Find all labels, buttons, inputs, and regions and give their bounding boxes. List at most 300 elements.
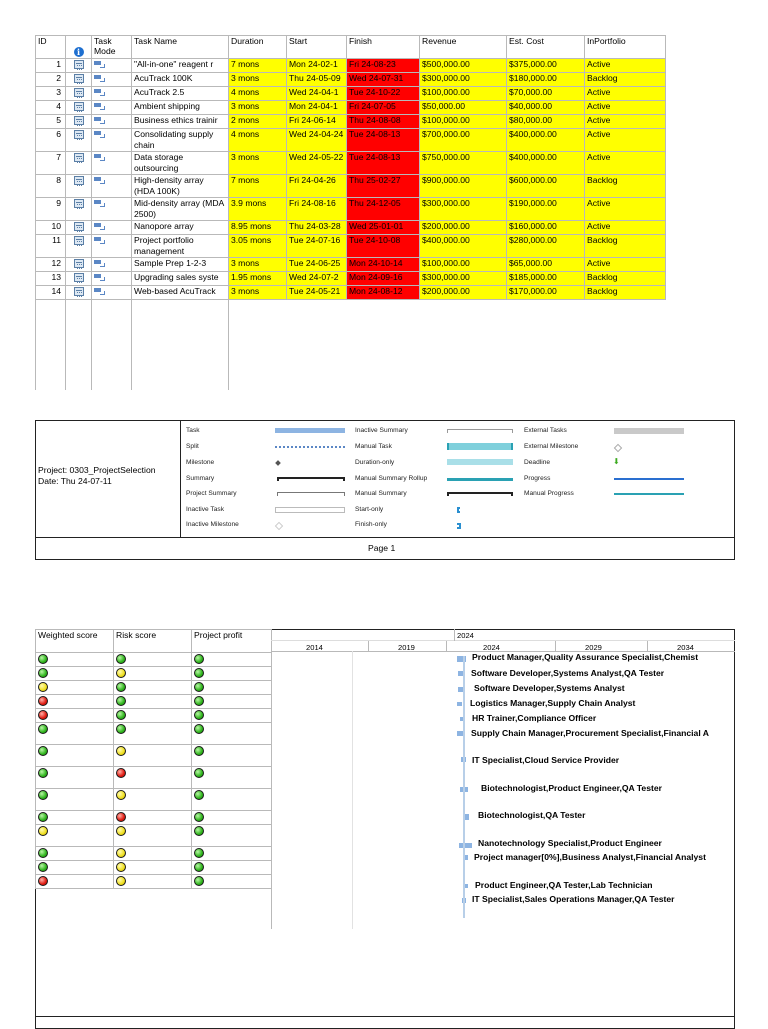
gantt-year-label: 2014	[306, 643, 323, 652]
empty-cell	[66, 300, 92, 390]
inportfolio-cell: Active	[585, 152, 666, 175]
header-weighted-score: Weighted score	[36, 630, 114, 653]
auto-scheduled-task-icon	[94, 154, 105, 161]
header-task-name: Task Name	[132, 36, 229, 59]
score-cell	[192, 789, 272, 811]
revenue-cell: $200,000.00	[420, 286, 507, 300]
task-mode-cell	[92, 286, 132, 300]
auto-scheduled-task-icon	[94, 89, 105, 96]
info-cell	[66, 198, 92, 221]
info-cell	[66, 59, 92, 73]
score-row	[36, 709, 272, 723]
empty-cell	[347, 300, 420, 390]
table-row	[36, 258, 666, 272]
score-cell	[192, 709, 272, 723]
footer-divider	[35, 537, 735, 538]
task-name-cell: AcuTrack 100K	[132, 73, 229, 87]
table-row	[36, 73, 666, 87]
weighted-score-indicator-yellow-icon	[38, 682, 48, 692]
task-name-cell: AcuTrack 2.5	[132, 87, 229, 101]
table-row	[36, 286, 666, 300]
score-cell	[36, 789, 114, 811]
header-revenue: Revenue	[420, 36, 507, 59]
task-mode-cell	[92, 272, 132, 286]
legend-label: External Tasks	[524, 427, 567, 434]
duration-cell: 8.95 mons	[229, 221, 287, 235]
legend-deadline-arrow: ⬇	[613, 457, 620, 466]
finish-cell: Fri 24-07-05	[347, 101, 420, 115]
est-cost-cell: $375,000.00	[507, 59, 585, 73]
revenue-cell: $750,000.00	[420, 152, 507, 175]
weighted-score-indicator-red-icon	[38, 876, 48, 886]
start-cell: Fri 24-04-26	[287, 175, 347, 198]
revenue-cell: $100,000.00	[420, 87, 507, 101]
id-cell: 10	[36, 221, 66, 235]
revenue-cell: $200,000.00	[420, 221, 507, 235]
gantt-year-label: 2019	[398, 643, 415, 652]
task-name-cell: High-density array (HDA 100K)	[132, 175, 229, 198]
task-table	[35, 35, 666, 390]
legend-inactive-task-bar	[275, 507, 345, 513]
start-cell: Fri 24-08-16	[287, 198, 347, 221]
task-name-cell: Nanopore array	[132, 221, 229, 235]
table-row	[36, 221, 666, 235]
score-cell	[192, 681, 272, 695]
duration-cell: 3 mons	[229, 152, 287, 175]
empty-cell	[420, 300, 507, 390]
score-row	[36, 789, 272, 811]
gantt-tick	[555, 641, 556, 651]
profit-indicator-green-icon	[194, 826, 204, 836]
start-cell: Tue 24-06-25	[287, 258, 347, 272]
auto-scheduled-task-icon	[94, 117, 105, 124]
auto-scheduled-task-icon	[94, 103, 105, 110]
duration-cell: 3 mons	[229, 73, 287, 87]
task-name-cell: Sample Prep 1-2-3	[132, 258, 229, 272]
legend-summary-bar	[277, 477, 345, 481]
legend-manual-progress-bar	[614, 493, 684, 495]
score-cell	[114, 825, 192, 847]
profit-indicator-green-icon	[194, 862, 204, 872]
legend-manual-summary-rollup	[447, 478, 513, 481]
task-name-cell: Project portfolio management	[132, 235, 229, 258]
task-mode-cell	[92, 101, 132, 115]
info-cell	[66, 129, 92, 152]
score-cell	[114, 875, 192, 889]
profit-indicator-green-icon	[194, 668, 204, 678]
calendar-indicator-icon	[74, 60, 84, 69]
score-table	[35, 629, 272, 889]
table-row	[36, 198, 666, 221]
task-mode-cell	[92, 129, 132, 152]
finish-cell: Mon 24-09-16	[347, 272, 420, 286]
gantt-resource-names: Nanotechnology Specialist,Product Engineer	[478, 838, 662, 848]
header-finish: Finish	[347, 36, 420, 59]
calendar-indicator-icon	[74, 102, 84, 111]
score-row	[36, 745, 272, 767]
est-cost-cell: $40,000.00	[507, 101, 585, 115]
legend-inactive-summary-bar	[447, 429, 513, 433]
legend-external-tasks-bar	[614, 428, 684, 434]
est-cost-cell: $65,000.00	[507, 258, 585, 272]
inportfolio-cell: Active	[585, 129, 666, 152]
empty-cell	[507, 300, 585, 390]
est-cost-cell: $185,000.00	[507, 272, 585, 286]
score-cell	[192, 767, 272, 789]
start-cell: Tue 24-05-21	[287, 286, 347, 300]
score-row	[36, 667, 272, 681]
task-name-cell: Upgrading sales syste	[132, 272, 229, 286]
start-cell: Mon 24-04-1	[287, 101, 347, 115]
legend-label: Milestone	[186, 459, 215, 466]
legend-split-bar	[275, 446, 345, 448]
inportfolio-cell: Backlog	[585, 235, 666, 258]
info-cell	[66, 175, 92, 198]
id-cell: 5	[36, 115, 66, 129]
task-name-cell: Consolidating supply chain	[132, 129, 229, 152]
task-mode-cell	[92, 235, 132, 258]
info-cell	[66, 221, 92, 235]
duration-cell: 3 mons	[229, 286, 287, 300]
task-name-cell: Business ethics trainir	[132, 115, 229, 129]
start-cell: Mon 24-02-1	[287, 59, 347, 73]
legend-label: Start-only	[355, 506, 384, 513]
gantt-tick	[446, 641, 447, 651]
start-cell: Wed 24-04-24	[287, 129, 347, 152]
score-cell	[114, 767, 192, 789]
score-cell	[36, 847, 114, 861]
score-row	[36, 695, 272, 709]
legend-divider	[180, 420, 181, 537]
empty-cell	[585, 300, 666, 390]
finish-cell: Wed 24-07-31	[347, 73, 420, 87]
profit-indicator-green-icon	[194, 848, 204, 858]
gantt-resource-names: IT Specialist,Cloud Service Provider	[472, 755, 620, 765]
calendar-indicator-icon	[74, 74, 84, 83]
auto-scheduled-task-icon	[94, 237, 105, 244]
revenue-cell: $900,000.00	[420, 175, 507, 198]
inportfolio-cell: Backlog	[585, 73, 666, 87]
id-cell: 12	[36, 258, 66, 272]
info-cell	[66, 272, 92, 286]
score-cell	[114, 861, 192, 875]
id-cell: 3	[36, 87, 66, 101]
est-cost-cell: $170,000.00	[507, 286, 585, 300]
revenue-cell: $300,000.00	[420, 272, 507, 286]
table-row	[36, 59, 666, 73]
risk-score-indicator-yellow-icon	[116, 826, 126, 836]
profit-indicator-green-icon	[194, 654, 204, 664]
finish-cell: Thu 24-08-08	[347, 115, 420, 129]
finish-cell: Fri 24-08-23	[347, 59, 420, 73]
finish-cell: Thu 25-02-27	[347, 175, 420, 198]
id-cell: 4	[36, 101, 66, 115]
revenue-cell: $700,000.00	[420, 129, 507, 152]
info-cell	[66, 73, 92, 87]
risk-score-indicator-yellow-icon	[116, 848, 126, 858]
profit-indicator-green-icon	[194, 724, 204, 734]
empty-cell	[92, 300, 132, 390]
id-cell: 13	[36, 272, 66, 286]
finish-cell: Tue 24-08-13	[347, 152, 420, 175]
id-cell: 2	[36, 73, 66, 87]
profit-indicator-green-icon	[194, 812, 204, 822]
header-start: Start	[287, 36, 347, 59]
score-row	[36, 681, 272, 695]
finish-cell: Mon 24-10-14	[347, 258, 420, 272]
weighted-score-indicator-green-icon	[38, 724, 48, 734]
score-cell	[36, 861, 114, 875]
task-mode-cell	[92, 87, 132, 101]
task-name-cell: "All-in-one" reagent r	[132, 59, 229, 73]
table-row	[36, 152, 666, 175]
inportfolio-cell: Active	[585, 115, 666, 129]
risk-score-indicator-green-icon	[116, 710, 126, 720]
calendar-indicator-icon	[74, 199, 84, 208]
header-risk-score: Risk score	[114, 630, 192, 653]
empty-cell	[229, 300, 287, 390]
legend-start-only-bracket	[457, 507, 460, 513]
gantt-year-divider	[454, 629, 455, 641]
auto-scheduled-task-icon	[94, 223, 105, 230]
start-cell: Wed 24-07-2	[287, 272, 347, 286]
id-cell: 6	[36, 129, 66, 152]
start-cell: Wed 24-05-22	[287, 152, 347, 175]
gantt-current-period-line	[463, 656, 465, 918]
legend-label: Progress	[524, 475, 551, 482]
inportfolio-cell: Backlog	[585, 175, 666, 198]
score-cell	[192, 667, 272, 681]
legend-project-summary-bar	[277, 492, 345, 496]
score-row	[36, 811, 272, 825]
weighted-score-indicator-green-icon	[38, 746, 48, 756]
risk-score-indicator-yellow-icon	[116, 746, 126, 756]
calendar-indicator-icon	[74, 176, 84, 185]
weighted-score-indicator-yellow-icon	[38, 826, 48, 836]
revenue-cell: $400,000.00	[420, 235, 507, 258]
duration-cell: 3.9 mons	[229, 198, 287, 221]
gantt-top-year: 2024	[457, 631, 474, 640]
auto-scheduled-task-icon	[94, 288, 105, 295]
id-cell: 8	[36, 175, 66, 198]
legend-progress-bar	[614, 478, 684, 480]
table-row	[36, 175, 666, 198]
id-cell: 1	[36, 59, 66, 73]
project-date: Date: Thu 24-07-11	[38, 476, 112, 486]
info-cell	[66, 286, 92, 300]
gantt-resource-names: Project manager[0%],Business Analyst,Financial Analyst	[474, 852, 706, 862]
calendar-indicator-icon	[74, 222, 84, 231]
id-cell: 9	[36, 198, 66, 221]
score-row	[36, 767, 272, 789]
calendar-indicator-icon	[74, 116, 84, 125]
revenue-cell: $500,000.00	[420, 59, 507, 73]
gantt-resource-names: Product Engineer,QA Tester,Lab Technician	[475, 880, 653, 890]
profit-indicator-green-icon	[194, 710, 204, 720]
header-task-mode: Task Mode	[92, 36, 132, 59]
revenue-cell: $100,000.00	[420, 258, 507, 272]
score-row	[36, 825, 272, 847]
task-name-cell: Data storage outsourcing	[132, 152, 229, 175]
info-cell	[66, 87, 92, 101]
score-cell	[114, 681, 192, 695]
legend-duration-only-bar	[447, 459, 513, 465]
score-cell	[114, 709, 192, 723]
gantt-upper-tier-divider	[271, 640, 735, 641]
weighted-score-indicator-green-icon	[38, 848, 48, 858]
gantt-resource-names: Biotechnologist,Product Engineer,QA Tester	[481, 783, 662, 793]
score-row	[36, 847, 272, 861]
inportfolio-cell: Active	[585, 221, 666, 235]
table-row	[36, 115, 666, 129]
legend-label: Finish-only	[355, 521, 387, 528]
legend-label: Manual Progress	[524, 490, 574, 497]
inportfolio-cell: Active	[585, 198, 666, 221]
legend-finish-only-bracket	[457, 523, 461, 529]
inportfolio-cell: Active	[585, 258, 666, 272]
score-cell	[36, 695, 114, 709]
weighted-score-indicator-green-icon	[38, 812, 48, 822]
start-cell: Thu 24-05-09	[287, 73, 347, 87]
score-cell	[192, 653, 272, 667]
gantt-task-bar	[459, 843, 472, 848]
score-cell	[36, 723, 114, 745]
score-cell	[114, 811, 192, 825]
finish-cell: Wed 25-01-01	[347, 221, 420, 235]
est-cost-cell: $70,000.00	[507, 87, 585, 101]
header-est-cost: Est. Cost	[507, 36, 585, 59]
legend-label: External Milestone	[524, 443, 579, 450]
calendar-indicator-icon	[74, 287, 84, 296]
gantt-resource-names: Product Manager,Quality Assurance Specialist,Chemist	[472, 652, 699, 662]
auto-scheduled-task-icon	[94, 177, 105, 184]
calendar-indicator-icon	[74, 130, 84, 139]
weighted-score-indicator-green-icon	[38, 790, 48, 800]
inportfolio-cell: Active	[585, 59, 666, 73]
finish-cell: Mon 24-08-12	[347, 286, 420, 300]
legend-label: Manual Summary Rollup	[355, 475, 428, 482]
info-cell	[66, 235, 92, 258]
score-cell	[114, 847, 192, 861]
header-inportfolio: InPortfolio	[585, 36, 666, 59]
profit-indicator-green-icon	[194, 746, 204, 756]
score-header-row	[36, 630, 272, 653]
duration-cell: 3.05 mons	[229, 235, 287, 258]
legend-task-bar	[275, 428, 345, 433]
risk-score-indicator-red-icon	[116, 812, 126, 822]
gantt-gridline	[352, 651, 353, 929]
calendar-indicator-icon	[74, 259, 84, 268]
inportfolio-cell: Active	[585, 101, 666, 115]
est-cost-cell: $600,000.00	[507, 175, 585, 198]
score-cell	[36, 875, 114, 889]
risk-score-indicator-green-icon	[116, 654, 126, 664]
task-name-cell: Web-based AcuTrack	[132, 286, 229, 300]
score-row	[36, 723, 272, 745]
score-cell	[36, 667, 114, 681]
score-cell	[192, 695, 272, 709]
empty-cell	[36, 300, 66, 390]
calendar-indicator-icon	[74, 273, 84, 282]
revenue-cell: $300,000.00	[420, 198, 507, 221]
page2-footer-divider	[35, 1016, 735, 1017]
task-mode-cell	[92, 198, 132, 221]
auto-scheduled-task-icon	[94, 260, 105, 267]
legend-label: Inactive Task	[186, 506, 224, 513]
gantt-resource-names: Software Developer,Systems Analyst,QA Tester	[471, 668, 665, 678]
revenue-cell: $100,000.00	[420, 115, 507, 129]
est-cost-cell: $280,000.00	[507, 235, 585, 258]
start-cell: Tue 24-07-16	[287, 235, 347, 258]
info-cell	[66, 115, 92, 129]
revenue-cell: $300,000.00	[420, 73, 507, 87]
gantt-resource-names: Biotechnologist,QA Tester	[478, 810, 586, 820]
score-cell	[114, 745, 192, 767]
est-cost-cell: $160,000.00	[507, 221, 585, 235]
legend-label: Manual Summary	[355, 490, 407, 497]
gantt-resource-names: Supply Chain Manager,Procurement Specialist,Financial A	[471, 728, 709, 738]
gantt-year-label: 2024	[483, 643, 500, 652]
header-duration: Duration	[229, 36, 287, 59]
risk-score-indicator-yellow-icon	[116, 876, 126, 886]
calendar-indicator-icon	[74, 153, 84, 162]
est-cost-cell: $180,000.00	[507, 73, 585, 87]
score-cell	[36, 709, 114, 723]
duration-cell: 7 mons	[229, 175, 287, 198]
weighted-score-indicator-red-icon	[38, 710, 48, 720]
info-cell	[66, 101, 92, 115]
task-mode-cell	[92, 258, 132, 272]
profit-indicator-green-icon	[194, 682, 204, 692]
empty-cell	[287, 300, 347, 390]
risk-score-indicator-yellow-icon	[116, 862, 126, 872]
task-name-cell: Ambient shipping	[132, 101, 229, 115]
risk-score-indicator-green-icon	[116, 724, 126, 734]
task-mode-cell	[92, 59, 132, 73]
est-cost-cell: $80,000.00	[507, 115, 585, 129]
legend-label: Summary	[186, 475, 215, 482]
score-cell	[192, 723, 272, 745]
score-cell	[192, 811, 272, 825]
est-cost-cell: $190,000.00	[507, 198, 585, 221]
task-name-cell: Mid-density array (MDA 2500)	[132, 198, 229, 221]
legend-label: Task	[186, 427, 200, 434]
duration-cell: 2 mons	[229, 115, 287, 129]
legend-manual-task-bar	[447, 443, 513, 450]
id-cell: 7	[36, 152, 66, 175]
legend-label: Project Summary	[186, 490, 237, 497]
inportfolio-cell: Backlog	[585, 272, 666, 286]
gantt-tick	[368, 641, 369, 651]
risk-score-indicator-green-icon	[116, 696, 126, 706]
calendar-indicator-icon	[74, 88, 84, 97]
task-mode-cell	[92, 73, 132, 87]
task-mode-cell	[92, 221, 132, 235]
auto-scheduled-task-icon	[94, 75, 105, 82]
risk-score-indicator-yellow-icon	[116, 790, 126, 800]
auto-scheduled-task-icon	[94, 274, 105, 281]
weighted-score-indicator-green-icon	[38, 862, 48, 872]
finish-cell: Thu 24-12-05	[347, 198, 420, 221]
duration-cell: 4 mons	[229, 87, 287, 101]
weighted-score-indicator-red-icon	[38, 696, 48, 706]
legend-manual-summary-bar	[447, 492, 513, 496]
duration-cell: 7 mons	[229, 59, 287, 73]
risk-score-indicator-yellow-icon	[116, 668, 126, 678]
table-row	[36, 272, 666, 286]
finish-cell: Tue 24-08-13	[347, 129, 420, 152]
table-header-row	[36, 36, 666, 59]
